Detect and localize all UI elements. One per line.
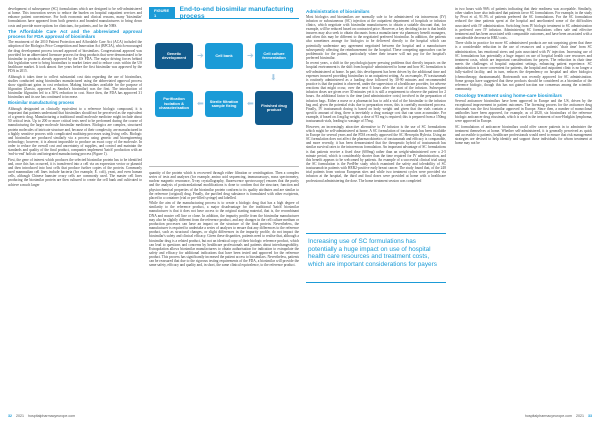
paragraph: Although it takes time to collect substantial cost data regarding the use of biosimilars, studies conducted using biosimilars manufactured using the abbreviated approval process show significant gains in cost reduction. Making biosimilars available for the purpose of filgrastim (Zarxio, approved as Sandoz's biosimilar) was the first. The introduction of biosimilar filgrastim led to a 30% reduction in cost. Since then, the FDA has approved 31 biosimilars and its use has continued to increase. [8, 74, 142, 100]
pull-quote: Increasing use of SC formulations has potentially a huge impact on use of hospital health care resources and treatment costs, which are important considerations for payers [306, 233, 446, 283]
step-cell-bank: Cell bank [205, 43, 243, 69]
paragraph: quantity of the protein which is recovered through either filtration or centrifugation. Then a complex series of tests and analyses (for example, amino acid sequencing, immunoassays, mass spectrometry, nuclear magnetic resonance, X-ray crystallography, fluorescence spectroscopy) ensures that the purity and the analysis of posttranslational modifications is done to confirm that the structure, function and physicochemical properties of the biosimilar protein conform to its quality attributes and are similar to the reference (original) drug. Finally, the purified drug substance is formulated with other excipients, placed in a container (vial or pre-filled syringe) and labelled. [149, 171, 299, 200]
arrow-right-icon: ➔ [247, 51, 254, 60]
step-purification: Purification isolation & characterisation [155, 91, 193, 117]
column-3 [306, 7, 446, 410]
step-finished-product: Finished drug product [255, 91, 293, 125]
paragraph: SC formulations of anticancer biosimilars could offer cancer patients in to administer the treatment themselves at home. Whether self-administered, it is generally perceived as quick and accessible to patients, healthcare professionals would need to ensure that risk management strategies are devised to help identify and support those individuals for whom treatment at home may not be [455, 124, 592, 146]
page-number-left: 32 [8, 414, 12, 418]
figure-header [149, 7, 299, 19]
step-cell-culture: Cell culture fermentation [255, 43, 293, 69]
arrow-left-icon: ⬅ [197, 99, 204, 108]
paragraph: Most biologics and biosimilars are normally safe to be administered via intravenous (IV) infusion or subcutaneous (SC) injection at the outpatient department of hospitals or infusion clinics, which negotiate with biosimilar manufacturers to obtain a suitable discount that, for example, will be reduced based on contracted price. However, a key deciding factor is that health insurers may also seek to obtain discounts from a manufacturer via pharmacy benefit managers, and often this may be different to the negotiated preferred biosimilar. In addition, the patients also sometimes arrange for biologics to be delivered directly to the hospital which can potentially undermine any agreement negotiated between the hospital and a manufacturer subsequently affecting the reimbursement for the hospital. These competing approaches can be problematic for the patient, particularly where their insurer will not pay for the hospital's preferred biosimilar. [306, 14, 446, 61]
paragraph: There shifts in practice for more SC administered products are not surprising given that there is a considerable reduction in the use of resources and a patients' 'chair time' from SC administration, has emotional stress and pain associated with IV injection. Increasing use of SC formulations has potentially a huge impact on use of hospital health care resources and treatment costs, which are important considerations for payers. The reduction in chair time meets the challenges of hospital outpatient settings, enhancing patient experience. SC administration is more convenient for patients, the hospital and outpatient clinic is no longer a fully-staffed facility, and in turn, reduces the dependency on hospital and other biologics (chemotherapy, daratumumab). Bortezomib was recently approved for SC administration. Some groups have suggested that these products should be considered as a biosimilar of the reference biologic, though this has not gained traction nor consensus among the scientific community. [455, 41, 592, 91]
paragraph: development of subsequence (SC) formulations which are designed to be self-administered at home. This innovation serves to reduce the burden on hospital outpatient services and enhance patient convenience. For both economic and clinical reasons, many 'biosimilar' formulations have appeared from both generics and branded manufacturers to bring down costs and provide more options for clinicians, for patients, and for the NHS. [8, 7, 142, 28]
column-1 [8, 7, 142, 410]
paragraph: The enactment of the 2010 Patient Protection and Affordable Care Act (ACA) included the adoption of the Biologics Price Competition and Innovation Act (BPCIA), which encouraged the drug development process toward approval of biosimilars. Congressional approval was provided for an abbreviated licensure process for drug products that were demonstrated to be biosimilar to products already approved by the US FDA. The major driving forces behind this legislation were to bring biosimilars to market faster and to reduce costs within the US healthcare market. It took almost five years before the first biosimilar was approved by the FDA in 2015. [8, 40, 142, 74]
column-2 [149, 171, 299, 410]
section-heading: Biosimilar manufacturing process [8, 99, 75, 105]
figure-title: End-to-end biosimilar manufacturing process [179, 5, 294, 20]
issue-date-right: 2021 [576, 414, 584, 418]
footer-url-left[interactable]: hospitalpharmacyeurope.com [28, 414, 76, 418]
section-heading: The Affordable Care Act and the abbreviated approval process for FDA approval of biosimilars [8, 29, 142, 40]
process-diagram [149, 21, 299, 165]
footer-right [525, 414, 592, 418]
column-4 [455, 7, 592, 410]
arrow-down-icon: ⬇ [270, 73, 277, 82]
section-heading: Administration of biosimilars [306, 8, 370, 14]
page-footer [8, 412, 592, 420]
page-number-right: 33 [588, 414, 592, 418]
section-heading: Oncology treatment using home-care biosimilars [455, 92, 562, 98]
issue-date-left: 2021 [16, 414, 24, 418]
paragraph: While the aim of the manufacturing process is to create a biologic drug that has a high degree of similarity to the reference product, a major disadvantage for the traditional 'batch' biosimilar manufacturer is that it does not have access to the original starting material, that is, the recombinant DNA and master cell line or clone. In addition, the impurity profile from the biosimilar manufacturer may also be slightly different from the reference product, and any changes in the cell culture medium or production processes can have an impact on the structure of the final protein. Nevertheless, the manufacturer is required to undertake a series of analyses to ensure that any differences to the reference product, such as structural changes, or slight differences in the impurity profile, do not impact the biosimilar's safety and clinical efficacy. Given these disparities, patients need to realise that, although a biosimilar drug is a related product, but not an identical copy of their biologic reference product, which can lead to questions and concerns by healthcare professionals and patients about interchangeability. Extrapolation allows biosimilar manufacturers to obtain authorisation for indication to extrapolate the safety and efficacy for additional indications that have been tested and approved for the reference product. This process has significantly increased the patient access to biosimilars. Nevertheless, patients can be reassured that due to the rigorous testing requirements of the FDA, a biosimilar will provide the same safety, efficacy and quality and, in short, the same clinical equivalence, to the reference product. [149, 201, 299, 268]
step-genetic-development: Genetic development [155, 43, 193, 69]
paragraph: First, the gene of interest which produces the selected biosimilar protein has to be identified and, once this has occurred, it is transferred into a cell via an expression vector or plasmid and then introduced into host cells that produce further copies of the protein. Commonly used mammalian cell lines include bacteria (for example, E. coli), yeast, and even human cells, although Chinese hamster ovary cells are commonly used. The master cell lines producing the biosimilar protein are then cultured to create the cell bank and cultivated to achieve a much larger [8, 157, 142, 187]
paragraph: In recent years, a shift in the psychologic/payer pressing problems that directly impacts on the hospital environment is the shift from hospital- administered to home and how SC formulation is self-administered at home. In part, this development has been driven by the additional time and expenses incurred providing biosimilars to an outpatient setting. As an example, IV trastuzumab is routinely administered as a loading dose followed by 30-90 minutes and recommended practice is that the patient is observed, under the supervision of a healthcare provider, for adverse reactions that might occur, over the next 6 hours after the start of the infusion. Subsequent infusion doses are given over 30 minutes yet it is still a requirement to observe the patient for 2 hours. An additional factor is the time (and administrative costs) involved in the preparation of infusion bags. Either a nurse or a pharmacist has to add a vial of the biosimilar to the infusion bag and, given the potential risks due to preparation errors, this is carefully monitored process. Finally, IV trastuzumab dosing is based on body weight and given that the vials contain a specific amount of drug, there is inevitably a drug wastage cost that can soon accumulate. For example, if based on 4 mg/kg weight, a dose of 93 mg is required; this is prepared from a 150mg trastuzumab vials, leading to wastage of 57mg. [306, 61, 446, 124]
step-sterile-filtration: Sterile filtration sample fixing [205, 91, 243, 117]
paragraph: However, an increasingly attractive alternative to IV infusion is the use of SC formulations which might be self-administered at home. A SC formulation of trastuzumab has been available in Europe for several years and the FDA recently approved the SC Herceptin Hylecta. Using an SC formulation does not affect the pharmacokinetics of trastuzumab and efficacy is comparable, and more recently, it has been demonstrated that the therapeutic hybrid of trastuzumab has similar survival rates to the intravenous formulation. An important advantage of SC formulations is that patients receive a fixed dose (600mg) rather than an weight-administered over a 2-5 minute period, which is considerably shorter than the time required for IV administration, and this benefit appears to be welcomed by patients. An example of a successful clinical trial using the SC formulation is the PrefHer study which examined the safety and tolerability of SC trastuzumab in patients with HER2-positive early breast cancer. The study found that, of the 248 trial patients from various European sites and while two treatment cycles were provided via infusion at the hospital, the third and final doses were provided at home with a healthcare professional administering the dose. The home treatment session was completed [306, 124, 446, 183]
paragraph: in two hours with 96% of patients indicating that their readiness was acceptable. Similarly, other studies have also indicated that patients favor SC formulations. For example, in the study by Pivot et al, 91.5% of patients preferred the SC formulations. For the SC formulation reduced the time patients spent at the hospital and ameliorated some of the difficulties associated with IV administration. Switching from IV biologic treatment to SC administration is preferred over IV infusion. Administering SC formulations offers safe and effective treatment and has been associated with comparable outcomes, and have been associated with a considerable decrease in HRU costs. [455, 7, 592, 41]
figure-1 [149, 7, 299, 167]
paragraph: Several anticancer biosimilars have been approved in Europe and the US, driven by the exceptional improvement in patient outcomes. The licensing process for the anticancer drug rituximab was the first biosimilar approved in Europe. Since then, a number of monoclonal antibodies have been approved, for example, as of 2020, six biosimilars of the reference biologic anticancer drug rituximab, which is used in the treatment of non-Hodgkin lymphoma, were approved in Europe. [455, 98, 592, 124]
footer-left [8, 414, 75, 418]
arrow-left-icon: ⬅ [247, 99, 254, 108]
footer-url-right[interactable]: hospitalpharmacyeurope.com [524, 414, 572, 418]
paragraph: Although designated as clinically equivalent to a reference biologic compound, it is important that patients understand that biosimilars should not be perceived as the equivalent of a generic drug. Manufacturing a traditional small molecule medicine might include about 50 critical tests. Up to 200 or more critical tests need to be performed during the course of manufacturing the larger molecule biosimilar medicines. Biologics are complex, structured protein molecules of intricate structure and, because of their complexity, are manufactured in a highly sensitive process with complicated multistep processes using living cells. Biologic and biosimilar are produced similarly via a process using genetic and bioengineering technology; however, it is almost impossible to produce an exact copy of the molecule. In order to reduce the overall cost and uncertainty of supplies, and control and maintain the standards and quality of the final product, companies implement 'batch' production with an 'end-to-end' holistic and integrated manufacturing process (Figure 1). [8, 106, 142, 157]
figure-tag: FIGURE 1 [149, 7, 175, 19]
arrow-right-icon: ➔ [197, 51, 204, 60]
